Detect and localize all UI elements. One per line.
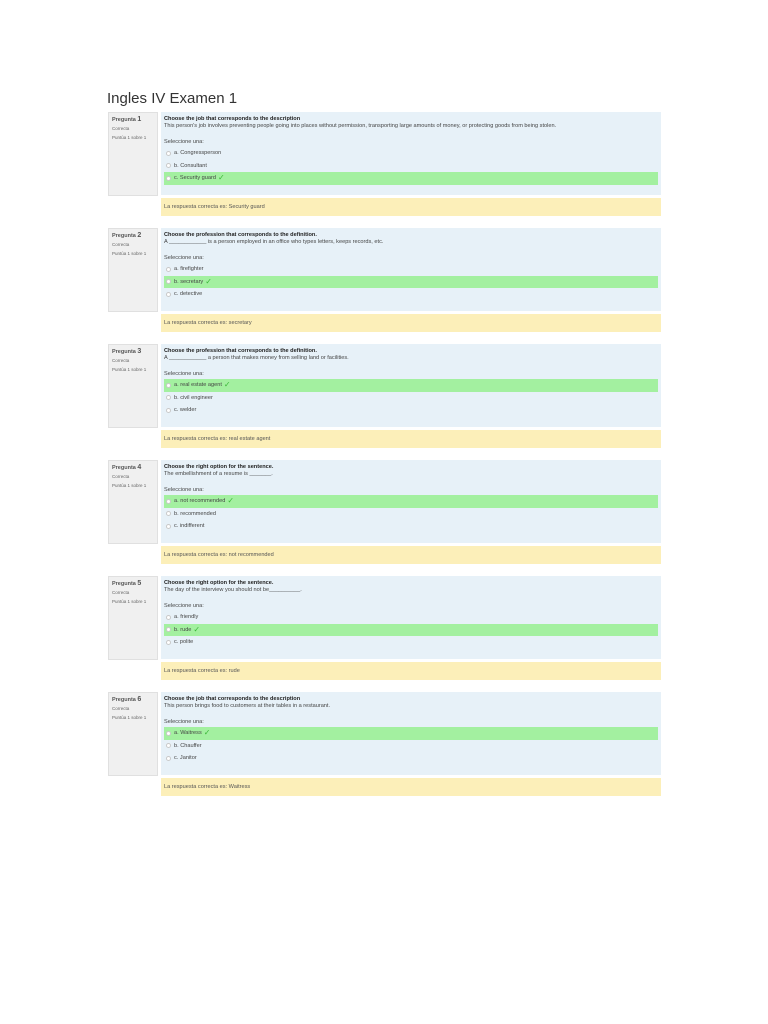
answer-option-label: a. firefighter (174, 266, 204, 273)
correct-answer-feedback: La respuesta correcta es: rude (161, 662, 661, 680)
question-info (108, 692, 158, 776)
answer-option[interactable] (164, 160, 658, 173)
question-formulation (161, 576, 661, 659)
question-state: Correcta (112, 242, 130, 247)
question-text: The day of the interview you should not be__________. (164, 587, 302, 593)
answer-option[interactable] (164, 172, 658, 185)
answer-option-label: c. welder (174, 407, 197, 414)
radio-button-icon[interactable] (166, 731, 171, 736)
check-icon: ✓ (217, 173, 225, 183)
question-formulation (161, 344, 661, 427)
question-formulation (161, 112, 661, 195)
answer-option-label: a. real estate agent (174, 382, 222, 389)
question-block (108, 344, 661, 460)
question-state: Correcta (112, 358, 130, 363)
answer-option-label: b. civil engineer (174, 394, 213, 401)
question-heading: Choose the profession that corresponds to the definition. (164, 232, 317, 238)
question-heading: Choose the job that corresponds to the description (164, 116, 301, 122)
radio-button-icon[interactable] (166, 279, 171, 284)
radio-button-icon[interactable] (166, 743, 171, 748)
answer-options (164, 611, 658, 649)
question-block (108, 576, 661, 692)
answer-option-label: c. polite (174, 639, 194, 646)
answer-option-label: b. secretary (174, 278, 204, 285)
correct-answer-feedback: La respuesta correcta es: not recommended (161, 546, 661, 564)
correct-answer-feedback: La respuesta correcta es: secretary (161, 314, 661, 332)
answer-option[interactable] (164, 276, 658, 289)
question-block (108, 228, 661, 344)
answer-prompt: Seleccione una: (164, 255, 204, 261)
answer-option-label: c. Security guard (174, 175, 216, 182)
answer-option[interactable] (164, 379, 658, 392)
quiz-attempt-review (108, 112, 661, 808)
question-block (108, 692, 661, 808)
radio-button-icon[interactable] (166, 511, 171, 516)
answer-option-label: b. Consultant (174, 162, 207, 169)
answer-option-label: c. indifferent (174, 523, 205, 530)
radio-button-icon[interactable] (166, 627, 171, 632)
answer-option-label: b. rude (174, 626, 192, 633)
question-number: Pregunta 2 (112, 232, 142, 239)
correct-answer-feedback: La respuesta correcta es: Security guard (161, 198, 661, 216)
radio-button-icon[interactable] (166, 640, 171, 645)
question-text: This person brings food to customers at their tables in a restaurant. (164, 703, 331, 709)
check-icon: ✓ (223, 380, 231, 390)
answer-option[interactable] (164, 740, 658, 753)
answer-options (164, 727, 658, 765)
question-block (108, 460, 661, 576)
answer-prompt: Seleccione una: (164, 603, 204, 609)
radio-button-icon[interactable] (166, 499, 171, 504)
answer-option[interactable] (164, 727, 658, 740)
question-state: Correcta (112, 706, 130, 711)
question-heading: Choose the profession that corresponds to the definition. (164, 348, 317, 354)
question-heading: Choose the job that corresponds to the description (164, 696, 301, 702)
answer-prompt: Seleccione una: (164, 487, 204, 493)
radio-button-icon[interactable] (166, 163, 171, 168)
answer-option[interactable] (164, 404, 658, 417)
question-number: Pregunta 6 (112, 696, 142, 703)
question-state: Correcta (112, 126, 130, 131)
question-heading: Choose the right option for the sentence. (164, 580, 274, 586)
answer-option-label: a. Congressperson (174, 150, 222, 157)
answer-prompt: Seleccione una: (164, 719, 204, 725)
radio-button-icon[interactable] (166, 615, 171, 620)
answer-option[interactable] (164, 392, 658, 405)
answer-options (164, 147, 658, 185)
question-grade: Puntúa 1 sobre 1 (112, 135, 147, 140)
answer-option[interactable] (164, 263, 658, 276)
radio-button-icon[interactable] (166, 395, 171, 400)
check-icon: ✓ (205, 276, 212, 286)
answer-options (164, 495, 658, 533)
question-text: This person's job involves preventing people going into places without permission, transporting large amounts of money, or protecting goods from being stolen. (164, 123, 557, 129)
radio-button-icon[interactable] (166, 151, 171, 156)
question-grade: Puntúa 1 sobre 1 (112, 367, 147, 372)
answer-option-label: c. Janitor (174, 755, 197, 762)
question-info (108, 460, 158, 544)
radio-button-icon[interactable] (166, 176, 171, 181)
answer-option-label: c. detective (174, 291, 203, 298)
check-icon: ✓ (193, 624, 201, 634)
answer-options (164, 379, 658, 417)
question-info (108, 344, 158, 428)
answer-option-label: a. friendly (174, 614, 199, 621)
correct-answer-feedback: La respuesta correcta es: real estate agent (161, 430, 661, 448)
question-formulation (161, 692, 661, 775)
question-text: A ____________ a person that makes money from selling land or facilities. (164, 355, 349, 361)
radio-button-icon[interactable] (166, 292, 171, 297)
answer-option[interactable] (164, 495, 658, 508)
radio-button-icon[interactable] (166, 383, 171, 388)
radio-button-icon[interactable] (166, 267, 171, 272)
answer-options (164, 263, 658, 301)
check-icon: ✓ (203, 728, 211, 738)
question-grade: Puntúa 1 sobre 1 (112, 599, 147, 604)
question-info (108, 228, 158, 312)
question-state: Correcta (112, 590, 130, 595)
answer-option-label: a. Waitress (174, 730, 202, 737)
question-text: The embellishment of a resume is _______. (164, 471, 273, 477)
answer-option[interactable] (164, 752, 658, 765)
answer-option[interactable] (164, 147, 658, 160)
question-state: Correcta (112, 474, 130, 479)
answer-option-label: b. recommended (174, 510, 216, 517)
question-number: Pregunta 1 (112, 116, 142, 123)
question-info (108, 576, 158, 660)
question-number: Pregunta 5 (112, 580, 142, 587)
answer-prompt: Seleccione una: (164, 371, 204, 377)
question-grade: Puntúa 1 sobre 1 (112, 715, 147, 720)
question-grade: Puntúa 1 sobre 1 (112, 483, 147, 488)
question-formulation (161, 460, 661, 543)
answer-option[interactable] (164, 288, 658, 301)
answer-prompt: Seleccione una: (164, 139, 204, 145)
question-text: A ____________ is a person employed in an office who types letters, keeps records, etc. (164, 239, 384, 245)
answer-option[interactable] (164, 611, 658, 624)
answer-option[interactable] (164, 624, 658, 637)
question-number: Pregunta 3 (112, 348, 142, 355)
answer-option[interactable] (164, 508, 658, 521)
question-formulation (161, 228, 661, 311)
correct-answer-feedback: La respuesta correcta es: Waitress (161, 778, 661, 796)
radio-button-icon[interactable] (166, 524, 171, 529)
radio-button-icon[interactable] (166, 756, 171, 761)
question-number: Pregunta 4 (112, 464, 142, 471)
answer-option-label: a. not recommended (174, 498, 226, 505)
radio-button-icon[interactable] (166, 408, 171, 413)
answer-option[interactable] (164, 520, 658, 533)
page-title: Ingles IV Examen 1 (107, 90, 238, 107)
question-grade: Puntúa 1 sobre 1 (112, 251, 147, 256)
check-icon: ✓ (227, 496, 235, 506)
question-block (108, 112, 661, 228)
answer-option-label: b. Chauffer (174, 742, 202, 749)
question-info (108, 112, 158, 196)
answer-option[interactable] (164, 636, 658, 649)
question-heading: Choose the right option for the sentence. (164, 464, 274, 470)
